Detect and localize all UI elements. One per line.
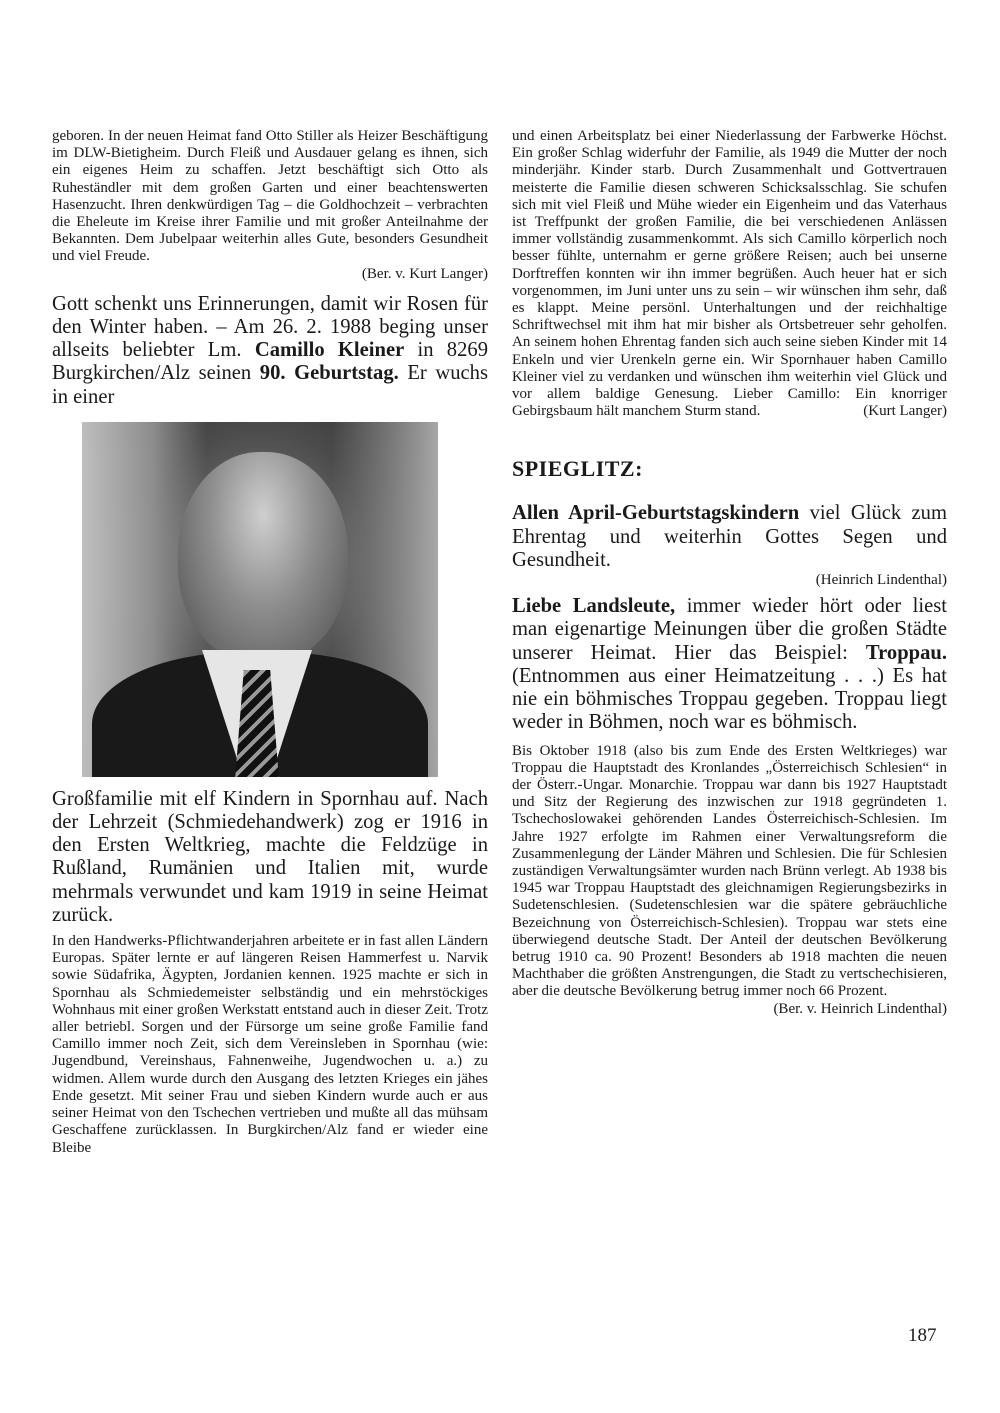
article-paragraph-biography: Großfamilie mit elf Kindern in Spornhau auf. Nach der Lehrzeit (Schmiedehandwerk) zog er 1916 in den Ersten Weltkrieg, machte die Feldzüge in Rußland, Rumänien und Italien mit, wurde mehrmals verwundet und kam 1919 in seine Heimat zurück.: [52, 787, 488, 926]
city-name: Troppau.: [865, 641, 947, 664]
photo-head: [178, 452, 348, 662]
author-signature: (Ber. v. Heinrich Lindenthal): [773, 1000, 947, 1017]
intro-text-mid: in 8269 Burgkirchen/Alz seinen: [52, 339, 488, 385]
person-name: Camillo Kleiner: [254, 339, 405, 362]
page-number: 187: [908, 1325, 937, 1346]
author-signature: (Heinrich Lindenthal): [815, 572, 947, 589]
article-intro-kleiner: [52, 293, 488, 409]
author-signature: (Kurt Langer): [863, 403, 947, 420]
salutation: Liebe Landsleute,: [512, 595, 676, 618]
article-paragraph-stiller: geboren. In der neuen Heimat fand Otto Stiller als Heizer Beschäftigung im DLW-Bietigheim. Durch Fleiß und Ausdauer gelang es ihnen, sich ein eigenes Heim zu schaffen. Jetzt beschäftigt sich Otto als Ruheständler mit dem großen Garten und einer beachtenswerten Hasenzucht. Ihren denkwürdigen Tag – die Goldhochzeit – verbrachten die Eheleute im Kreise ihrer Familie und mit großer Anteilnahme der Bekannten. Dem Jubelpaar weiterhin alles Gute, besonders Gesundheit und viel Freude.: [52, 128, 488, 265]
greeting-highlight: Allen April-Geburtstagskindern: [512, 502, 800, 525]
article-paragraph-continuation: und einen Arbeitsplatz bei einer Niederlassung der Farbwerke Höchst. Ein großer Schlag widerfuhr der Familie, als 1949 die Mutter der noch minderjähr. Kinder starb. Durch Zusammenhalt und Gottvertrauen meisterte die Familie diesen schweren Schicksalsschlag. Sie schufen sich mit viel Fleiß und Mühe wieder ein Eigenheim und das Vaterhaus ist Treffpunkt der großen Familie, die bei verschiedenen Anlässen immer vollständig zusammenkommt. Als sich Camillo körperlich noch besser fühlte, unternahm er gerne größere Reisen; auch bei unserne Dorftreffen konnten wir ihn immer begrüßen. Auch heuer hat er sich vorgenommen, im Juni unter uns zu sein – wir wünschen ihm sehr, daß es klappt. Meine persönl. Unterhaltungen und der reichhaltige Schriftwechsel mit ihm hat mir bisher als Ortsbetreuer sehr geholfen. An seinem hohen Ehrentag fanden sich auch seine sieben Kinder mit 14 Enkeln und vier Urenkeln gerne ein. Wir Spornhauer haben Camillo Kleiner viel zu verdanken und wünschen ihm weiterhin viel Glück und vor allem baldige Genesung. Lieber Camillo: Ein knorriger Gebirgsbaum hält manchem Sturm stand.: [512, 128, 947, 420]
article-paragraph-troppau-history: Bis Oktober 1918 (also bis zum Ende des Ersten Weltkrieges) war Troppau die Hauptstadt des Kronlandes „Österreichisch Schlesien“ in der Österr.-Ungar. Monarchie. Troppau war dann bis 1927 Hauptstadt und Sitz der Regierung des inzwischen zur 1918 gegründeten 1. Tschechoslowakei gehörenden Landes Österreichisch-Schlesien. Im Jahre 1927 erfolgte im Rahmen einer Verwaltungsreform die Zusammenlegung der Länder Mähren und Schlesien. Die für Schlesien zuständigen Verwaltungsämter wurden nach Brünn verlegt. Ab 1938 bis 1945 war Troppau Hauptstadt des gleichnamigen Regierungsbezirks in Sudetenschlesien. (Sudetenschlesien war die spätere gebräuchliche Bezeichnung von Österreichisch-Schlesien). Troppau war stets eine überwiegend deutsche Stadt. Der Anteil der deutschen Bevölkerung betrug 1910 ca. 90 Prozent! Besonders ab 1918 machten die neuen Machthaber die größten Anstrengungen, die Stadt zu vertschechisieren, aber die deutsche Bevölkerung betrug immer noch 66 Prozent.: [512, 742, 947, 1000]
greeting-text: viel Glück zum Ehrentag und weiterhin Gottes Segen und Gesundheit.: [512, 502, 947, 571]
intro-text-end: Er wuchs in einer: [52, 362, 488, 408]
section-heading: SPIEGLITZ:: [512, 456, 643, 482]
article-paragraph-wanderjahre: In den Handwerks-Pflichtwanderjahren arbeitete er in fast allen Ländern Europas. Später lernte er auf längeren Reisen Hammerfest u. Narvik sowie Südafrika, Ägypten, Jordanien kennen. 1925 machte er sich in Spornhau als Schmiedemeister selbständig und ein mehrstöckiges Wohnhaus mit einer großen Werkstatt entstand auch in dieser Zeit. Trotz aller betriebl. Sorgen und der Fürsorge um seine große Familie fand Camillo immer noch Zeit, sich dem Vereinsleben in Spornhau (wie: Jugendbund, Vereinshaus, Fahnenweihe, Jugendwochen u. a.) zu widmen. Allem wurde durch den Ausgang des letzten Krieges ein jähes Ende gesetzt. Mit seiner Frau und sieben Kindern wurde auch er aus seiner Heimat von den Tschechen vertrieben und mußte all das mühsam Geschaffene zurücklassen. In Burgkirchen/Alz fand er wieder eine Bleibe: [52, 933, 488, 1156]
portrait-photo: [82, 422, 438, 777]
author-signature: (Ber. v. Kurt Langer): [361, 265, 488, 282]
intro-text-end: (Entnommen aus einer Heimatzeitung . . .) Es hat nie ein böhmisches Troppau gegeben. Troppau liegt weder in Böhmen, noch war es böhmisch.: [512, 664, 947, 734]
intro-text: immer wieder hört oder liest man eigenartige Meinungen über die großen Städte unserer Heimat. Hier das Beispiel:: [512, 595, 947, 664]
left-column: [52, 128, 488, 1157]
article-intro-troppau: [512, 595, 947, 734]
birthday-greeting: [512, 502, 947, 572]
intro-text: Gott schenkt uns Erinnerungen, damit wir Rosen für den Winter haben. – Am 26. 2. 1988 beging unser allseits beliebter Lm.: [52, 292, 488, 362]
birthday-highlight: 90. Geburtstag.: [259, 362, 399, 385]
right-column: [512, 128, 947, 1018]
